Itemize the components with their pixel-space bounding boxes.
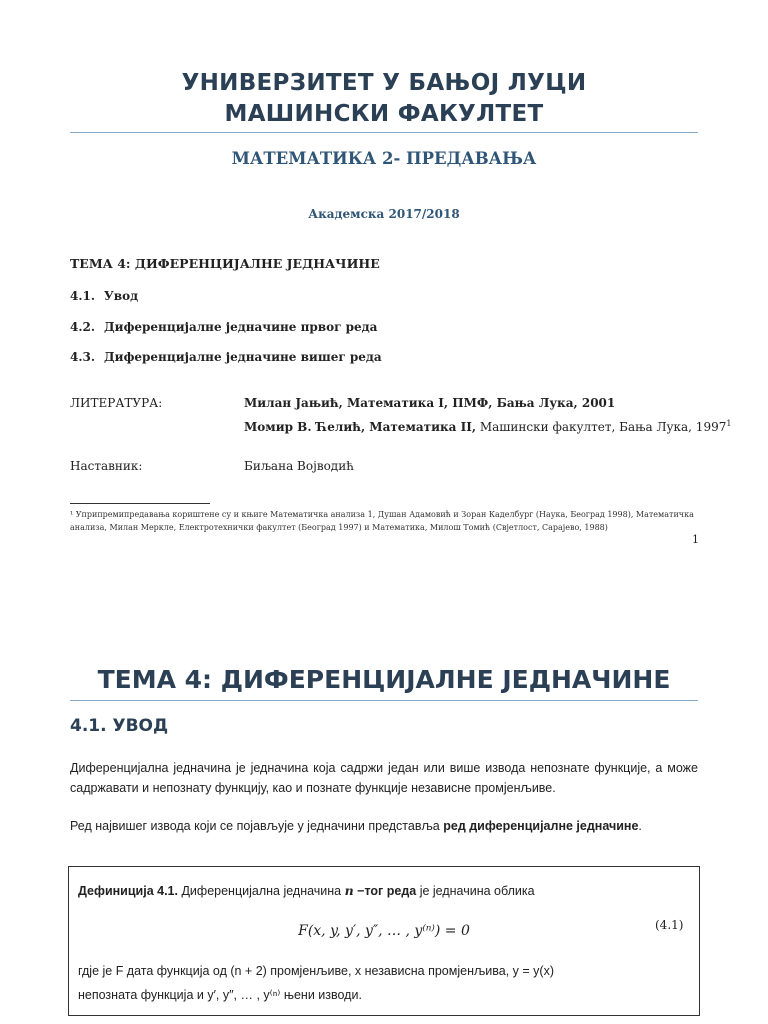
footnote-text: ¹ Уприпремипредавања кориштене су и књиге Математичка анализа 1, Душан Адамовић и Зоран Каделбург (Наука, Београд 1998), Математичка анализа, Милан Меркле, Електротехнички факултет (Београд 1997) и Математика, Милош Томић (Свјетлост, Сарајево, 1988) [70, 510, 694, 532]
equation-number: (4.1) [655, 918, 684, 932]
literature-label: ЛИТЕРАТУРА: [70, 396, 163, 410]
order-term: ред диференцијалне једначине [443, 819, 639, 833]
toc-number: 4.3. [70, 350, 96, 364]
section-heading: 4.1. УВОД [70, 716, 169, 736]
order-end: . [638, 819, 642, 833]
academic-year: Академска 2017/2018 [308, 207, 460, 221]
teacher-name: Биљана Војводић [244, 459, 354, 473]
definition-label: Дефиниција 4.1. [78, 884, 178, 898]
definition-line-4: непозната функција и y′, y″, … , y⁽ⁿ⁾ њени изводи. [78, 988, 362, 1002]
toc-number: 4.1. [70, 289, 96, 303]
order-paragraph [70, 816, 698, 836]
literature-ref-2-bold: Момир В. Ћелић, Математика II, [244, 420, 476, 434]
faculty-title: МАШИНСКИ ФАКУЛТЕТ [224, 101, 544, 127]
definition-line-3: гдје је F дата функција од (n + 2) промјенљиве, x независна промјенљива, y = y(x) [78, 964, 555, 978]
literature-ref-1 [244, 396, 615, 410]
page2-title-divider [70, 700, 698, 701]
footnote-divider [70, 503, 210, 504]
toc-item [70, 320, 377, 334]
title-divider [70, 132, 698, 133]
toc-number: 4.2. [70, 320, 96, 334]
footnote-marker: 1 [726, 419, 732, 428]
definition-text: Диференцијална једначина [177, 884, 345, 898]
literature-ref-2 [244, 419, 731, 434]
equation: F(x, y, y′, y″, … , y⁽ⁿ⁾) = 0 [298, 923, 470, 939]
literature-ref-2-rest: Машински факултет, Бања Лука, 1997 [476, 420, 727, 434]
toc-label: Диференцијалне једначине првог реда [104, 320, 378, 334]
toc-label: Увод [104, 289, 139, 303]
teacher-label: Наставник: [70, 459, 143, 473]
toc-item [70, 289, 138, 303]
definition-intro [78, 883, 535, 898]
intro-paragraph: Диференцијална једначина је једначина која садржи један или више извода непознате функције, а може садржавати и непознату функцију, као и познате функције независне промјенљиве. [70, 761, 698, 795]
definition-text-end: је једначина облика [416, 884, 535, 898]
literature-ref-1-text: Милан Јањић, Математика I, ПМФ, Бања Лука, 2001 [244, 396, 616, 410]
topic-heading: ТЕМА 4: ДИФЕРЕНЦИЈАЛНЕ ЈЕДНАЧИНЕ [70, 256, 380, 271]
page-number: 1 [692, 533, 699, 546]
toc-label: Диференцијалне једначине вишег реда [104, 350, 382, 364]
order-text: Ред највишег извода који се појављује у једначини представља [70, 819, 444, 833]
course-title: МАТЕМАТИКА 2- ПРЕДАВАЊА [231, 149, 537, 168]
university-title: УНИВЕРЗИТЕТ У БАЊОЈ ЛУЦИ [181, 70, 587, 96]
toc-item [70, 350, 382, 364]
definition-n: n [344, 883, 354, 898]
definition-order-term: −тог реда [353, 884, 417, 898]
page2-title: ТЕМА 4: ДИФЕРЕНЦИЈАЛНЕ ЈЕДНАЧИНЕ [97, 665, 671, 694]
